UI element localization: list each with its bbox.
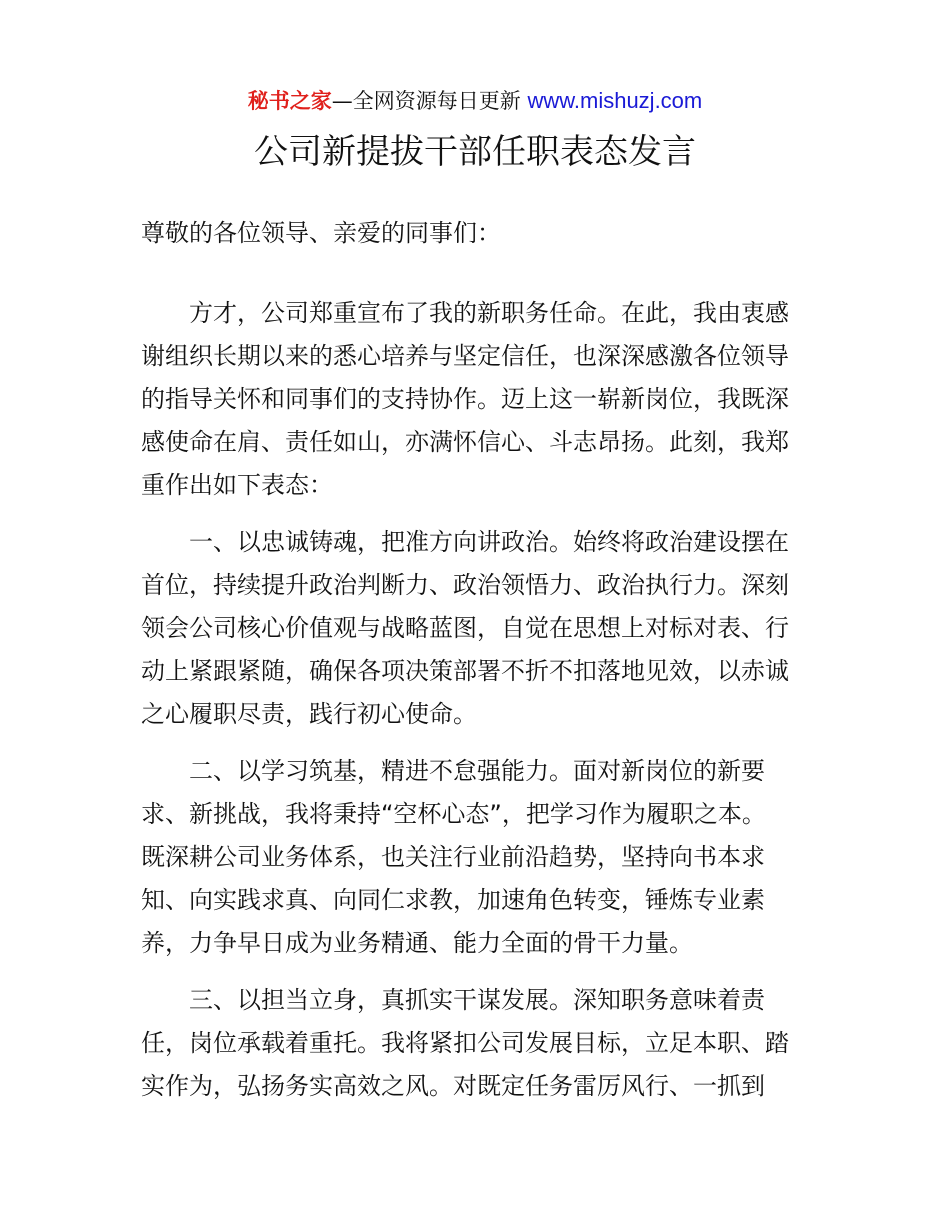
paragraph-line: 求、新挑战，我将秉持“空杯心态”，把学习作为履职之本。 — [141, 800, 766, 828]
paragraph-line: 实作为，弘扬务实高效之风。对既定任务雷厉风行、一抓到 — [141, 1072, 765, 1100]
paragraph — [141, 750, 813, 965]
paragraph-line: 领会公司核心价值观与战略蓝图，自觉在思想上对标对表、行 — [141, 614, 789, 642]
paragraph-line: 谢组织长期以来的悉心培养与坚定信任，也深深感激各位领导 — [141, 342, 789, 370]
paragraph-line: 知、向实践求真、向同仁求教，加速角色转变，锤炼专业素 — [141, 886, 765, 914]
document-title: 公司新提拔干部任职表态发言 — [254, 132, 696, 172]
paragraph-line: 重作出如下表态： — [141, 471, 333, 499]
paragraph-line: 首位，持续提升政治判断力、政治领悟力、政治执行力。深刻 — [141, 571, 789, 599]
paragraph-line: 任，岗位承载着重托。我将紧扣公司发展目标，立足本职、踏 — [141, 1029, 789, 1057]
paragraph-line: 的指导关怀和同事们的支持协作。迈上这一崭新岗位，我既深 — [141, 385, 789, 413]
paragraph-line: 既深耕公司业务体系，也关注行业前沿趋势，坚持向书本求 — [141, 843, 765, 871]
site-url-link[interactable]: www.mishuzj.com — [527, 88, 703, 113]
brand-name: 秘书之家 — [247, 89, 332, 113]
paragraph-line: 之心履职尽责，践行初心使命。 — [141, 700, 477, 728]
header-tagline: —全网资源每日更新 — [331, 89, 528, 113]
paragraph — [141, 979, 813, 1108]
paragraph-line: 一、以忠诚铸魂，把准方向讲政治。始终将政治建设摆在 — [189, 528, 789, 556]
paragraph-line: 动上紧跟紧随，确保各项决策部署不折不扣落地见效，以赤诚 — [141, 657, 789, 685]
paragraph-line: 养，力争早日成为业务精通、能力全面的骨干力量。 — [141, 929, 693, 957]
paragraph — [141, 521, 813, 736]
paragraph-line: 三、以担当立身，真抓实干谋发展。深知职务意味着责 — [189, 986, 765, 1014]
greeting: 尊敬的各位领导、亲爱的同事们： — [141, 219, 501, 247]
paragraph-line: 感使命在肩、责任如山，亦满怀信心、斗志昂扬。此刻，我郑 — [141, 428, 789, 456]
paragraph-line: 二、以学习筑基，精进不怠强能力。面对新岗位的新要 — [189, 757, 765, 785]
document-body — [141, 212, 813, 1122]
paragraph-line: 方才，公司郑重宣布了我的新职务任命。在此，我由衷感 — [189, 299, 789, 327]
site-header — [0, 86, 950, 116]
paragraph — [141, 292, 813, 507]
